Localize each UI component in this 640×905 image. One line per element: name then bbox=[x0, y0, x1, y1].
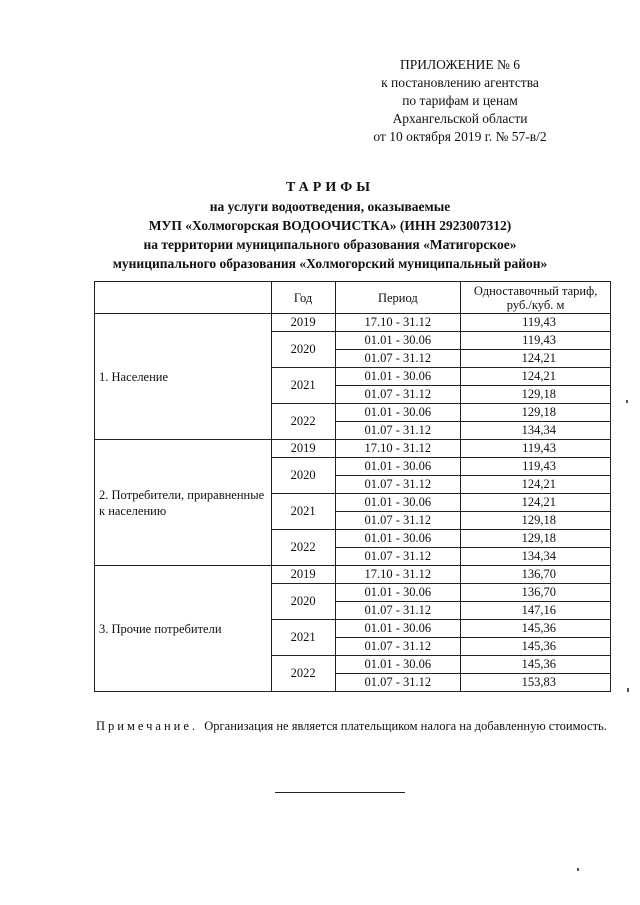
page-title: ТАРИФЫ bbox=[286, 180, 374, 195]
period-cell: 01.01 - 30.06 bbox=[335, 656, 461, 674]
year-cell: 2019 bbox=[271, 566, 335, 584]
title-line: МУП «Холмогорская ВОДООЧИСТКА» (ИНН 2923007312) bbox=[148, 218, 512, 233]
period-cell: 17.10 - 31.12 bbox=[335, 440, 461, 458]
appendix-ref-line: Архангельской области bbox=[392, 111, 528, 126]
appendix-ref-line: по тарифам и ценам bbox=[402, 93, 518, 108]
tariff-table bbox=[94, 281, 611, 692]
period-cell: 01.01 - 30.06 bbox=[335, 404, 461, 422]
tariff-cell: 136,70 bbox=[461, 566, 611, 584]
header-tariff: Одноставочный тариф, руб./куб. м bbox=[461, 282, 611, 314]
table-row bbox=[95, 566, 611, 584]
tariff-cell: 129,18 bbox=[461, 404, 611, 422]
tariff-cell: 134,34 bbox=[461, 548, 611, 566]
period-cell: 17.10 - 31.12 bbox=[335, 566, 461, 584]
tariff-cell: 119,43 bbox=[461, 458, 611, 476]
year-cell: 2019 bbox=[271, 314, 335, 332]
document-title bbox=[40, 178, 620, 273]
period-cell: 01.07 - 31.12 bbox=[335, 638, 461, 656]
year-cell: 2021 bbox=[271, 494, 335, 530]
tariff-cell: 124,21 bbox=[461, 494, 611, 512]
tariff-cell: 119,43 bbox=[461, 314, 611, 332]
appendix-number: ПРИЛОЖЕНИЕ № 6 bbox=[399, 57, 521, 72]
appendix-header bbox=[340, 56, 580, 146]
tariff-cell: 129,18 bbox=[461, 386, 611, 404]
period-cell: 01.07 - 31.12 bbox=[335, 476, 461, 494]
tariff-cell: 136,70 bbox=[461, 584, 611, 602]
header-year: Год bbox=[271, 282, 335, 314]
tariff-cell: 145,36 bbox=[461, 656, 611, 674]
period-cell: 01.07 - 31.12 bbox=[335, 674, 461, 692]
title-line: на услуги водоотведения, оказываемые bbox=[209, 199, 451, 214]
year-cell: 2020 bbox=[271, 332, 335, 368]
period-cell: 01.01 - 30.06 bbox=[335, 368, 461, 386]
year-cell: 2021 bbox=[271, 368, 335, 404]
table-header-row bbox=[95, 282, 611, 314]
period-cell: 01.01 - 30.06 bbox=[335, 584, 461, 602]
consumer-category: 2. Потребители, приравненные к населению bbox=[95, 440, 272, 566]
consumer-category: 3. Прочие потребители bbox=[95, 566, 272, 692]
appendix-date: от 10 октября 2019 г. № 57-в/2 bbox=[373, 129, 547, 144]
tariff-cell: 129,18 bbox=[461, 512, 611, 530]
title-line: муниципального образования «Холмогорский муниципальный район» bbox=[112, 256, 548, 271]
tariff-cell: 129,18 bbox=[461, 530, 611, 548]
tariff-cell: 153,83 bbox=[461, 674, 611, 692]
year-cell: 2022 bbox=[271, 530, 335, 566]
period-cell: 01.07 - 31.12 bbox=[335, 602, 461, 620]
tariff-cell: 124,21 bbox=[461, 350, 611, 368]
scan-speck bbox=[627, 688, 629, 692]
table-row bbox=[95, 314, 611, 332]
period-cell: 01.07 - 31.12 bbox=[335, 386, 461, 404]
tariff-cell: 145,36 bbox=[461, 638, 611, 656]
note bbox=[96, 718, 610, 735]
period-cell: 17.10 - 31.12 bbox=[335, 314, 461, 332]
tariff-cell: 147,16 bbox=[461, 602, 611, 620]
period-cell: 01.01 - 30.06 bbox=[335, 530, 461, 548]
consumer-category: 1. Население bbox=[95, 314, 272, 440]
tariff-cell: 119,43 bbox=[461, 440, 611, 458]
period-cell: 01.07 - 31.12 bbox=[335, 350, 461, 368]
appendix-ref-line: к постановлению агентства bbox=[381, 75, 539, 90]
period-cell: 01.01 - 30.06 bbox=[335, 494, 461, 512]
scan-speck bbox=[577, 868, 579, 871]
header-period: Период bbox=[335, 282, 461, 314]
period-cell: 01.01 - 30.06 bbox=[335, 620, 461, 638]
note-text bbox=[96, 718, 610, 735]
period-cell: 01.07 - 31.12 bbox=[335, 422, 461, 440]
scan-speck bbox=[626, 400, 628, 403]
period-cell: 01.07 - 31.12 bbox=[335, 512, 461, 530]
year-cell: 2021 bbox=[271, 620, 335, 656]
period-cell: 01.01 - 30.06 bbox=[335, 458, 461, 476]
year-cell: 2020 bbox=[271, 584, 335, 620]
tariff-cell: 134,34 bbox=[461, 422, 611, 440]
year-cell: 2022 bbox=[271, 656, 335, 692]
tariff-cell: 124,21 bbox=[461, 368, 611, 386]
year-cell: 2022 bbox=[271, 404, 335, 440]
tariff-cell: 119,43 bbox=[461, 332, 611, 350]
period-cell: 01.01 - 30.06 bbox=[335, 332, 461, 350]
year-cell: 2019 bbox=[271, 440, 335, 458]
header-category bbox=[95, 282, 272, 314]
year-cell: 2020 bbox=[271, 458, 335, 494]
tariff-cell: 124,21 bbox=[461, 476, 611, 494]
note-body: Организация не является плательщиком налога на добавленную стоимость. bbox=[204, 719, 607, 733]
table-row bbox=[95, 440, 611, 458]
tariff-cell: 145,36 bbox=[461, 620, 611, 638]
period-cell: 01.07 - 31.12 bbox=[335, 548, 461, 566]
note-label: Примечание. bbox=[96, 719, 199, 733]
signature-line bbox=[275, 792, 405, 793]
tariff-table-body bbox=[95, 314, 611, 692]
title-line: на территории муниципального образования «Матигорское» bbox=[143, 237, 517, 252]
